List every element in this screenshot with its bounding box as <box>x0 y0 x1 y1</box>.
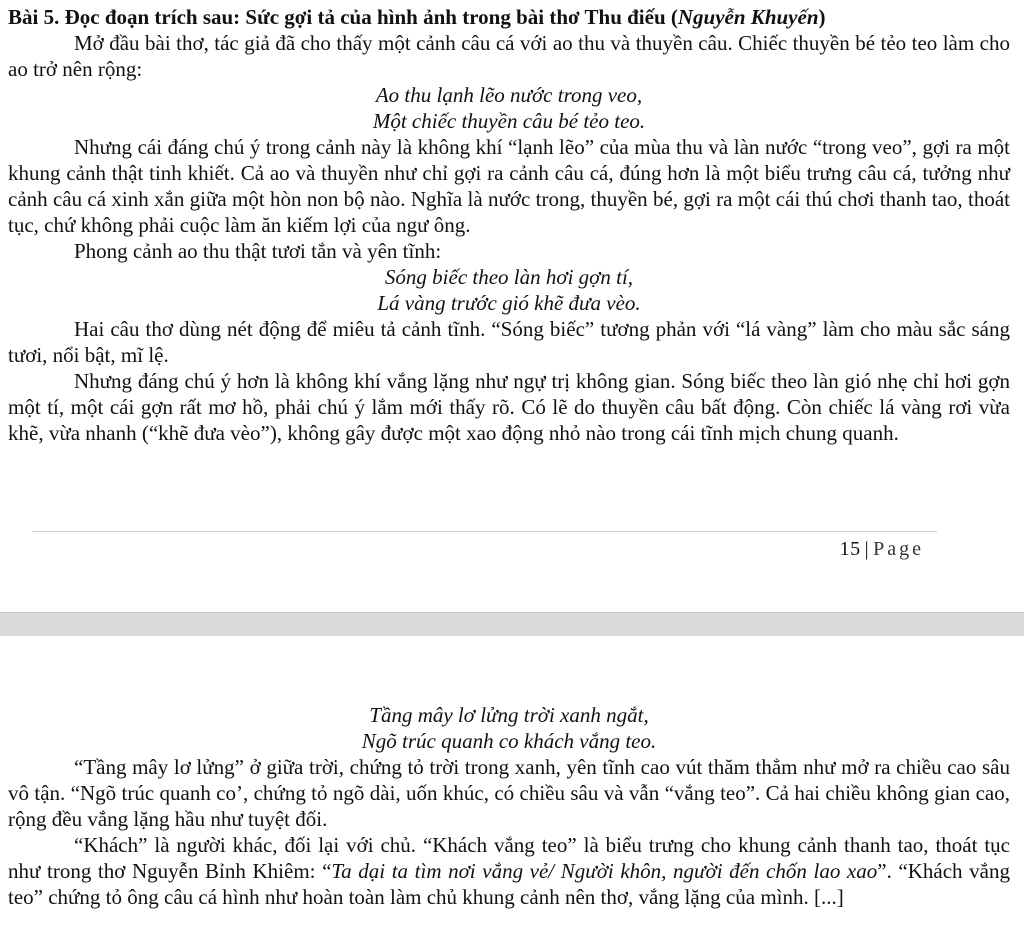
page-number: 15 <box>839 538 861 560</box>
page-break-gap <box>0 612 1024 637</box>
poem-line: Ngõ trúc quanh co khách vắng teo. <box>361 729 657 753</box>
paragraph <box>8 832 1010 910</box>
document-page-16 <box>0 636 1024 944</box>
title-author: Nguyễn Khuyến <box>677 5 819 29</box>
poem-line: Lá vàng trước gió khẽ đưa vèo. <box>377 291 641 315</box>
poem-line: Tầng mây lơ lửng trời xanh ngắt, <box>369 703 649 727</box>
page-content <box>0 4 1024 446</box>
page-number-footer <box>840 536 924 562</box>
poem-excerpt <box>8 82 1010 134</box>
poem-line: Ao thu lạnh lẽo nước trong veo, <box>375 83 643 107</box>
paragraph-text: ”. “Khách vắng teo” chứng tỏ ông câu cá hình như hoàn toàn làm chủ khung cảnh nên thơ, vắng lặng của mình. [...] <box>8 859 1010 909</box>
poem-line: Một chiếc thuyền câu bé tẻo teo. <box>372 109 646 133</box>
paragraph: Nhưng đáng chú ý hơn là không khí vắng lặng như ngự trị không gian. Sóng biếc theo làn gió nhẹ chỉ hơi gợn một tí, một cái gợn rất mơ hồ, phải chú ý lắm mới thấy rõ. Có lẽ do thuyền câu bất động. Còn chiếc lá vàng rơi vừa khẽ, vừa nhanh (“khẽ đưa vèo”), không gây được một xao động nhỏ nào trong cái tĩnh mịch chung quanh. <box>8 369 1010 445</box>
title-close: ) <box>818 5 826 29</box>
paragraph: Mở đầu bài thơ, tác giả đã cho thấy một cảnh câu cá với ao thu và thuyền câu. Chiếc thuyền bé tẻo teo làm cho ao trở nên rộng: <box>8 31 1010 81</box>
page-word: Page <box>873 538 924 560</box>
quoted-verse: Ta dại ta tìm nơi vắng vẻ/ Người khôn, người đến chốn lao xao <box>331 859 878 883</box>
title-text: Bài 5. Đọc đoạn trích sau: Sức gợi tả của hình ảnh trong bài thơ Thu điếu ( <box>8 5 678 29</box>
exercise-title <box>8 4 1010 30</box>
paragraph: “Tầng mây lơ lửng” ở giữa trời, chứng tỏ trời trong xanh, yên tĩnh cao vút thăm thẳm như mở ra chiều cao sâu vô tận. “Ngõ trúc quanh co’, chứng tỏ ngõ dài, uốn khúc, có chiều sâu và vẫn “vắng teo”. Cả hai chiều không gian cao, rộng đều vắng lặng hầu như tuyệt đối. <box>8 755 1010 831</box>
page-separator: | <box>864 538 870 560</box>
paragraph: Nhưng cái đáng chú ý trong cảnh này là không khí “lạnh lẽo” của mùa thu và làn nước “trong veo”, gợi ra một khung cảnh thật tinh khiết. Cả ao và thuyền như chỉ gợi ra cảnh câu cá, đúng hơn là một biểu trưng câu cá, tưởng như cảnh câu cá xinh xắn giữa một hòn non bộ nào. Nghĩa là nước trong, thuyền bé, gợi ra một cái thú chơi thanh tao, thoát tục, chứ không phải cuộc làm ăn kiếm lợi của ngư ông. <box>8 135 1010 237</box>
paragraph: Phong cảnh ao thu thật tươi tắn và yên tĩnh: <box>74 239 442 263</box>
page-content <box>0 636 1024 910</box>
poem-excerpt <box>8 264 1010 316</box>
footer-divider <box>32 531 937 532</box>
paragraph-text: “Khách” là người khác, đối lại với chủ. “Khách vắng teo” là biểu trưng cho khung cảnh thanh tao, thoát tục như trong thơ Nguyễn Bỉnh Khiêm: “ <box>8 833 1010 883</box>
poem-excerpt <box>8 702 1010 754</box>
poem-line: Sóng biếc theo làn hơi gợn tí, <box>384 265 634 289</box>
paragraph: Hai câu thơ dùng nét động để miêu tả cảnh tĩnh. “Sóng biếc” tương phản với “lá vàng” làm cho màu sắc sáng tươi, nổi bật, mĩ lệ. <box>8 317 1010 367</box>
